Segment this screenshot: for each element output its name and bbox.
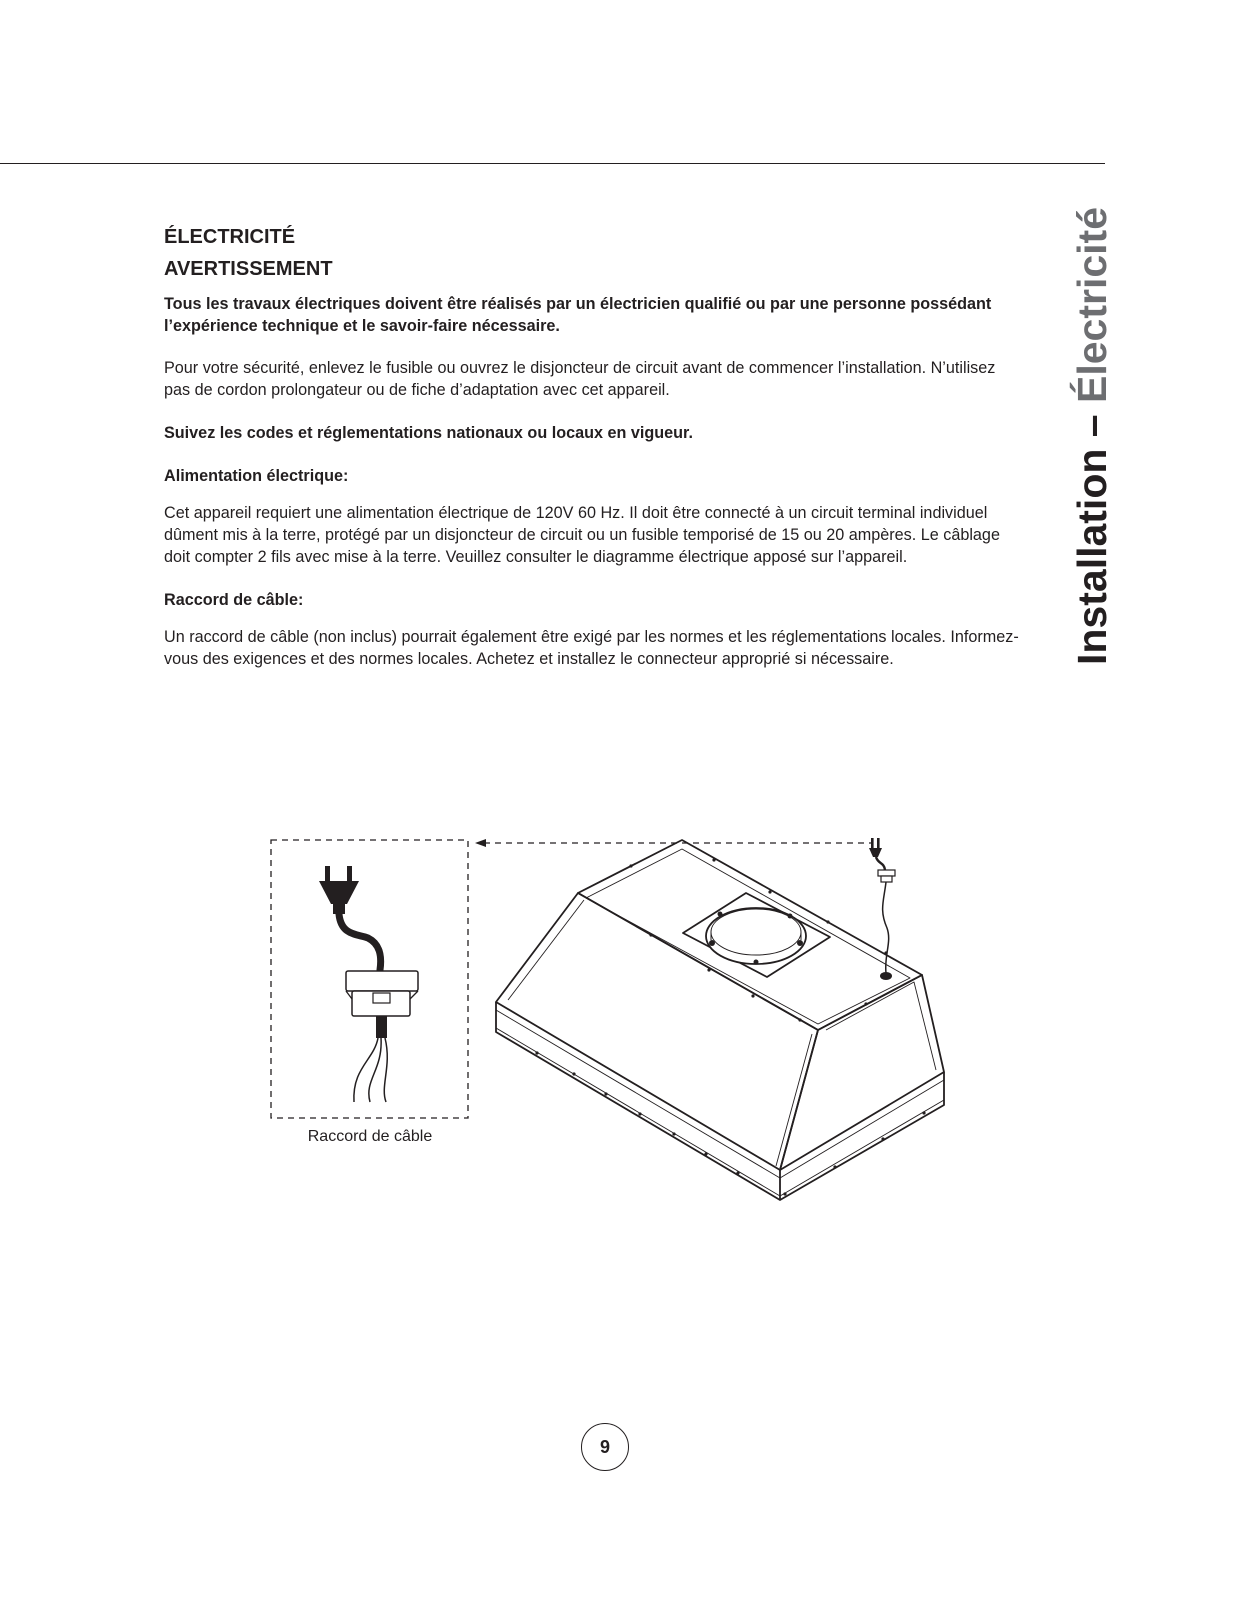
header-rule: [0, 163, 1105, 164]
page-number: 9: [581, 1423, 629, 1471]
side-title-accent: Électricité: [1069, 207, 1115, 403]
section-side-title: [1069, 207, 1115, 665]
side-title-main: Installation –: [1069, 403, 1115, 665]
power-paragraph: Cet appareil requiert une alimentation électrique de 120V 60 Hz. Il doit être connecté à un circuit terminal individuel dûment mis à la terre, protégé par un disjoncteur de circuit ou un fusible temporisé de 15 ou 20 ampères. Le câblage doit compter 2 fils avec mise à la terre. Veuillez consulter le diagramme électrique apposé sur l’appareil.: [164, 504, 1000, 566]
main-content: [164, 222, 1024, 670]
cable-subtitle: Raccord de câble:: [164, 591, 304, 609]
codes-paragraph: Suivez les codes et réglementations nationaux ou locaux en vigueur.: [164, 424, 693, 442]
warning-heading: AVERTISSEMENT: [164, 258, 333, 280]
hood-power-cord-icon: [869, 838, 895, 980]
warning-paragraph: Tous les travaux électriques doivent être réalisés par un électricien qualifié ou par une personne possédant l’expérience technique et le savoir-faire nécessaire.: [164, 295, 992, 335]
plug-connector-icon: [319, 866, 418, 1102]
power-subtitle: Alimentation électrique:: [164, 467, 349, 485]
range-hood-icon: [496, 840, 944, 1200]
dashed-arrow: [475, 839, 872, 847]
section-heading: ÉLECTRICITÉ: [164, 226, 296, 248]
safety-paragraph: Pour votre sécurité, enlevez le fusible ou ouvrez le disjoncteur de circuit avant de commencer l’installation. N’utilisez pas de cordon prolongateur ou de fiche d’adaptation avec cet appareil.: [164, 359, 996, 399]
cable-paragraph: Un raccord de câble (non inclus) pourrait également être exigé par les normes et les réglementations locales. Informez-vous des exigences et des normes locales. Achetez et installez le connecteur approprié si nécessaire.: [164, 628, 1019, 668]
figure-caption: Raccord de câble: [307, 1128, 433, 1145]
range-hood-wiring-figure: [260, 830, 960, 1210]
